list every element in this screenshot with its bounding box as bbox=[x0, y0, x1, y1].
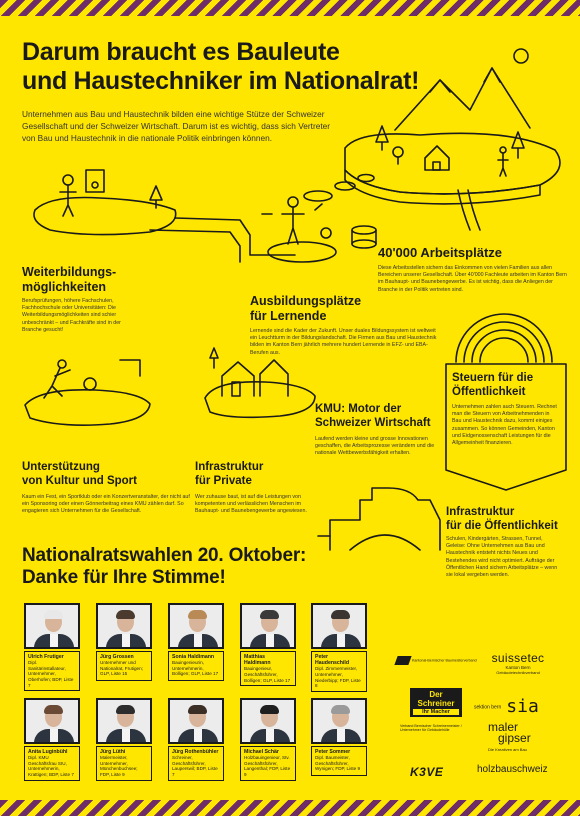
candidate-name: Jürg Rothenbühler bbox=[172, 749, 219, 755]
maler-gipser-logo: maler gipser Die Kreativen am Bau bbox=[488, 720, 531, 752]
candidate-name: Jürg Lüthi bbox=[100, 749, 126, 755]
candidate-card bbox=[240, 698, 296, 781]
text-ausbildung: Lernende sind die Kader der Zukunft. Unser duales Bildungssystem ist weltweit ein Leuchtturm in der Bildungslandschaft. Die Firmen aus Bau und Haustechnik bilden im Kanton Bern jährlich mehrere hundert Lernende in EFZ- und EBA-Berufen aus. bbox=[250, 328, 437, 356]
candidate-info bbox=[240, 746, 296, 781]
tree-icon bbox=[376, 126, 388, 150]
candidate-description: Holzbauingenieur, Stv. Geschäftsführer, Langenthal; FDP, Liste 9 bbox=[244, 755, 291, 777]
candidate-photo bbox=[168, 603, 224, 649]
path-steps bbox=[175, 218, 295, 255]
candidate-description: Bauingenieurin, Unternehmerin, Bolligen; GLP, Liste 17 bbox=[172, 660, 219, 677]
heading-infra-oeffentlich: Infrastruktur für die Öffentlichkeit bbox=[446, 506, 558, 532]
candidate-name: Anita Luginbühl bbox=[28, 749, 68, 755]
candidate-info bbox=[96, 651, 152, 681]
sia-logo: sektion bern sia bbox=[474, 696, 539, 717]
text-kultur: Kaum ein Fest, ein Sportklub oder ein Konzertveranstalter, der nicht auf ein Sponsoring oder einen Gönnerbeitrag eines KMU zählen darf. So engagieren sich Unternehmen für die Gesellschaft. bbox=[22, 494, 190, 515]
candidate-card bbox=[168, 603, 224, 681]
candidate-card bbox=[311, 603, 367, 692]
candidate-card bbox=[240, 603, 296, 686]
candidate-name: Michael Schär bbox=[244, 749, 279, 755]
heading-kmu: KMU: Motor der Schweizer Wirtschaft bbox=[315, 403, 431, 429]
schreiner-logo: Der Schreiner Ihr Macher bbox=[410, 688, 462, 717]
candidate-photo bbox=[96, 603, 152, 649]
heading-arbeitsplaetze: 40'000 Arbeitsplätze bbox=[378, 245, 503, 260]
candidate-card bbox=[311, 698, 367, 776]
candidate-photo bbox=[24, 603, 80, 649]
suissetec-logo: suissetec Kanton Bern Gebäudetechnikverband bbox=[491, 651, 545, 675]
sports-island bbox=[25, 390, 150, 425]
candidate-card bbox=[24, 603, 80, 691]
candidate-name: Matthias Haldimann bbox=[244, 654, 271, 667]
heading-kultur: Unterstützung von Kultur und Sport bbox=[22, 461, 137, 487]
heading-weiterbildung: Weiterbildungs- möglichkeiten bbox=[22, 265, 117, 294]
candidate-name: Sonia Haldimann bbox=[172, 654, 215, 660]
candidate-card bbox=[96, 698, 152, 781]
vote-heading: Nationalratswahlen 20. Oktober: Danke für Ihre Stimme! bbox=[22, 545, 307, 588]
coin-stack-icon bbox=[352, 226, 376, 234]
candidate-card bbox=[168, 698, 224, 781]
candidate-info bbox=[311, 651, 367, 692]
sun-icon bbox=[514, 49, 528, 63]
candidate-name: Jürg Grossen bbox=[100, 654, 134, 660]
candidate-name: Ulrich Frutiger bbox=[28, 654, 64, 660]
candidate-card bbox=[96, 603, 152, 681]
verband-logo: Verband Bernischer Schreinermeister / Unternehmer für Gebäudehülle bbox=[400, 724, 462, 733]
graduate-icon bbox=[63, 175, 73, 185]
candidate-card bbox=[24, 698, 80, 781]
candidate-photo bbox=[96, 698, 152, 744]
candidate-info bbox=[24, 651, 80, 691]
candidate-description: Dipl. KMU Geschäftsfrau SIU, Unternehmerin, Krattigen; BDP, Liste 7 bbox=[28, 755, 74, 777]
heading-ausbildung: Ausbildungsplätze für Lernende bbox=[250, 294, 362, 323]
candidate-info bbox=[240, 651, 296, 686]
wrench-icon bbox=[262, 204, 322, 214]
text-arbeitsplaetze: Diese Arbeitsstellen sichern das Einkommen von vielen Familien aus allen Bereichen unserer Gesellschaft. Über 40'000 Fachleute arbeiten im Kanton Bern im Bauhaupt- und Baunebengewerbe. Es ist wichtig, dass die Anliegen der Branche in der Politik vertreten sind. bbox=[378, 265, 567, 293]
candidate-description: Schreiner, Geschäftsführer, Lauperswil; BDP, Liste 7 bbox=[172, 755, 218, 777]
candidate-photo bbox=[24, 698, 80, 744]
text-infra-private: Wer zuhause baut, ist auf die Leistungen von kompetenten und verlässlichen Menschen im Bauhaupt- und Baunebengewerbe angewiesen. bbox=[195, 494, 307, 515]
worker-icon bbox=[288, 197, 298, 207]
kbve-logo: K3VE bbox=[410, 765, 444, 779]
private-house-icon bbox=[222, 362, 254, 396]
text-weiterbildung: Berufsprüfungen, höhere Fachschulen, Fachhochschule oder Universitäten: Die Weiterbildungsmöglichkeiten sind schier unbeschränkt – und Fachkräfte sind in der Branche gesucht! bbox=[22, 298, 121, 333]
text-steuern: Unternehmen zahlen auch Steuern. Rechnet man die Steuern von Arbeitnehmenden in Bau und Haustechnik dazu, kommt einiges zusammen. So können Gemeinden, Kanton und Eidgenossenschaft Leistungen für die Allgemeinheit finanzieren. bbox=[452, 404, 557, 447]
candidate-info bbox=[24, 746, 80, 781]
heading-steuern: Steuern für die Öffentlichkeit bbox=[452, 372, 534, 398]
holzbau-logo: holzbauschweiz bbox=[477, 764, 548, 775]
ball-icon bbox=[84, 378, 96, 390]
candidate-info bbox=[96, 746, 152, 781]
bottom-stripe bbox=[0, 800, 580, 816]
candidate-info bbox=[168, 651, 224, 681]
candidate-description: Dipl. Zimmermeister, Unternehmer, Niederbipp; FDP, Liste 8 bbox=[315, 666, 361, 689]
title-line-2: und Haustechniker im Nationalrat! bbox=[22, 67, 420, 95]
candidate-photo bbox=[311, 698, 367, 744]
house-icon bbox=[425, 146, 449, 170]
candidate-info bbox=[168, 746, 224, 781]
candidate-description: Dipl. Baumeister, Geschäftsführer, Wynigen; FDP, Liste 9 bbox=[315, 755, 361, 772]
bernbau-logo: Kantonal-Bernischer Baumeisterverband bbox=[396, 656, 477, 665]
title-line-1: Darum braucht es Bauleute bbox=[22, 38, 340, 66]
candidate-description: Unternehmer und Nationalrat, Frutigen; GLP, Liste 15 bbox=[100, 660, 143, 677]
candidate-name: Peter Haudenschild bbox=[315, 654, 350, 667]
bridge-icon bbox=[330, 488, 440, 550]
text-kmu: Laufend werden kleine und grosse Innovationen geschaffen, die Arbeitsprozesse verändern und die nationale Wettbewerbsfähigkeit erhalten. bbox=[315, 436, 435, 457]
candidate-photo bbox=[240, 603, 296, 649]
candidate-photo bbox=[168, 698, 224, 744]
heading-infra-private: Infrastruktur für Private bbox=[195, 461, 264, 487]
intro-text: Unternehmen aus Bau und Haustechnik bilden eine wichtige Stütze der Schweizer Gesellschaft und der Schweizer Wirtschaft. Darum ist es wichtig, dass sich Vertreter von Bau und Haustechnik in die nationale Politik einbringen können. bbox=[22, 109, 331, 143]
candidate-description: Dipl. Sanitärinstallateur, Unternehmer, Oberhofen; BDP, Liste 7 bbox=[28, 660, 74, 688]
mountains-icon bbox=[395, 68, 530, 130]
candidate-description: Bauingenieur, Geschäftsführer, Bolligen; GLP, Liste 17 bbox=[244, 666, 291, 683]
text-infra-oeffentlich: Schulen, Kindergärten, Strassen, Tunnel, Geleise: Ohne Unternehmen aus Bau und Haustechnik entsteht nichts Neues und Bestehendes wird nicht optimiert. Aufträge der Öffentlichen Hand sichern Arbeitsplätze – wenn sie lokal vergeben werden. bbox=[446, 536, 558, 579]
candidate-description: Malermeister, Unternehmer, Münchenbuchsee; FDP, Liste 9 bbox=[100, 755, 138, 777]
apprentice-island bbox=[268, 242, 336, 262]
candidate-name: Peter Sommer bbox=[315, 749, 351, 755]
gear-icon bbox=[321, 228, 331, 238]
candidate-photo bbox=[240, 698, 296, 744]
education-island bbox=[34, 198, 176, 235]
candidate-info bbox=[311, 746, 367, 776]
candidate-photo bbox=[311, 603, 367, 649]
